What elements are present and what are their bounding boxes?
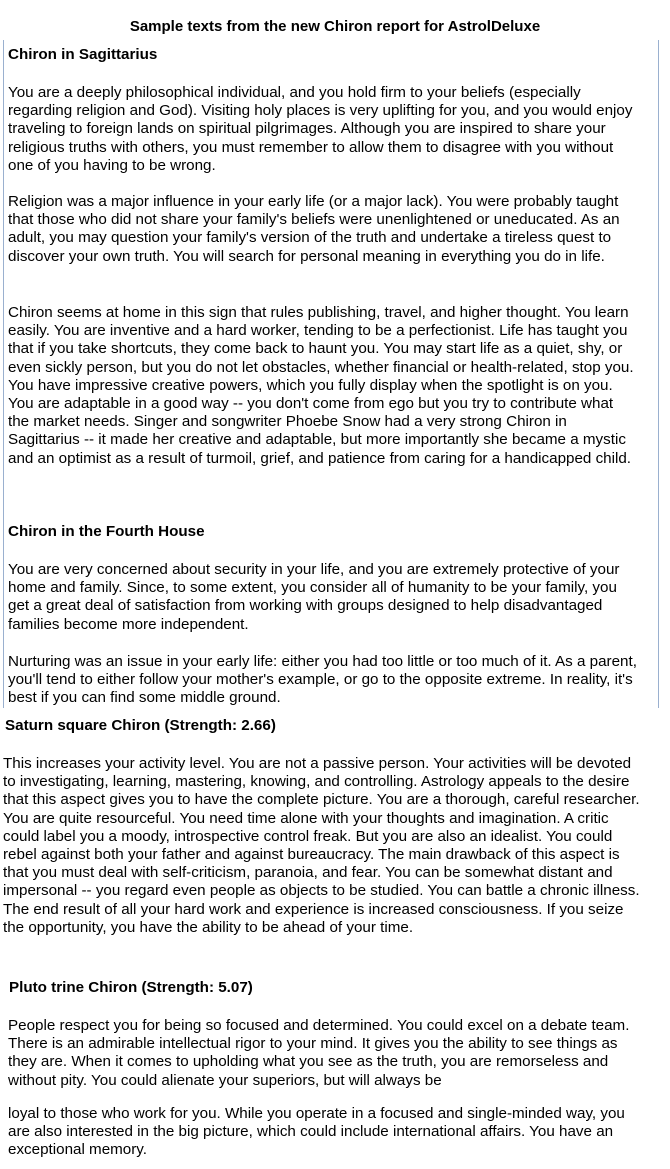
section-heading-chiron-fourth-house: Chiron in the Fourth House — [8, 523, 205, 540]
paragraph-saturn-square-chiron: This increases your activity level. You are not a passive person. Your activities will be devoted to investigating, learning, mastering, knowing, and controlling. Astrology appeals to the desire that this aspect gives you to have the complete picture. You are a thorough, careful researcher. You are quite resourceful. You need time alone with your thoughts and imagination. A critic could label you a moody, introspective control freak. But you are also an idealist. You could rebel against both your father and against bureaucracy. The main drawback of this aspect is that you must deal with self-criticism, paranoia, and fear. You can be somewhat distant and impersonal -- you regard even people as objects to be studied. You can battle a chronic illness. The end result of all your hard work and experience is increased consciousness. If you seize the opportunity, you have the ability to be ahead of your time. — [3, 755, 640, 936]
paragraph-fourth-house-2: Nurturing was an issue in your early life: either you had too little or too much of it. As a parent, you'll tend to either follow your mother's example, or go to the opposite extreme. In reality, it's best if you can find some middle ground. — [8, 653, 637, 707]
document-title: Sample texts from the new Chiron report for AstrolDeluxe — [129, 18, 541, 35]
section-heading-saturn-square-chiron: Saturn square Chiron (Strength: 2.66) — [5, 717, 276, 734]
paragraph-pluto-trine-chiron-1: People respect you for being so focused and determined. You could excel on a debate team. There is an admirable intellectual rigor to your mind. It gives you the ability to see things as they are. When it comes to upholding what you see as the truth, you are remorseless and without pity. You could alienate your superiors, but will always be — [8, 1017, 630, 1089]
paragraph-sagittarius-1: You are a deeply philosophical individual, and you hold firm to your beliefs (especially regarding religion and God). Visiting holy places is very uplifting for you, and you would enjoy traveling to foreign lands on spiritual pilgrimages. Although you are inspired to share your religious truths with others, you must remember to allow them to disagree with you without one of you having to be wrong. — [8, 84, 633, 174]
paragraph-pluto-trine-chiron-2: loyal to those who work for you. While you operate in a focused and single-minded way, you are also interested in the big picture, which could include international affairs. You have an exceptional memory. — [8, 1105, 625, 1159]
paragraph-sagittarius-2: Religion was a major influence in your early life (or a major lack). You were probably taught that those who did not share your family's beliefs were unenlightened or uneducated. As an adult, you may question your family's version of the truth and undertake a tireless quest to discover your own truth. You will search for personal meaning in everything you do in life. — [8, 193, 620, 265]
section-heading-chiron-in-sagittarius: Chiron in Sagittarius — [8, 46, 158, 63]
section-heading-pluto-trine-chiron: Pluto trine Chiron (Strength: 5.07) — [9, 979, 253, 996]
paragraph-fourth-house-1: You are very concerned about security in your life, and you are extremely protective of your home and family. Since, to some extent, you consider all of humanity to be your family, you get a great deal of satisfaction from working with groups designed to help disadvantaged families become more independent. — [8, 561, 620, 633]
paragraph-sagittarius-3: Chiron seems at home in this sign that rules publishing, travel, and higher thought. You learn easily. You are inventive and a hard worker, tending to be a perfectionist. Life has taught you that if you take shortcuts, they come back to haunt you. You may start life as a quiet, shy, or even sickly person, but you do not let obstacles, whether financial or health-related, stop you. You have impressive creative powers, which you fully display when the spotlight is on you. You are adaptable in a good way -- you don't come from ego but you try to contribute what the market needs. Singer and songwriter Phoebe Snow had a very strong Chiron in Sagittarius -- it made her creative and adaptable, but more importantly she became a mystic and an optimist as a result of turmoil, grief, and patience from caring for a handicapped child. — [8, 304, 634, 467]
